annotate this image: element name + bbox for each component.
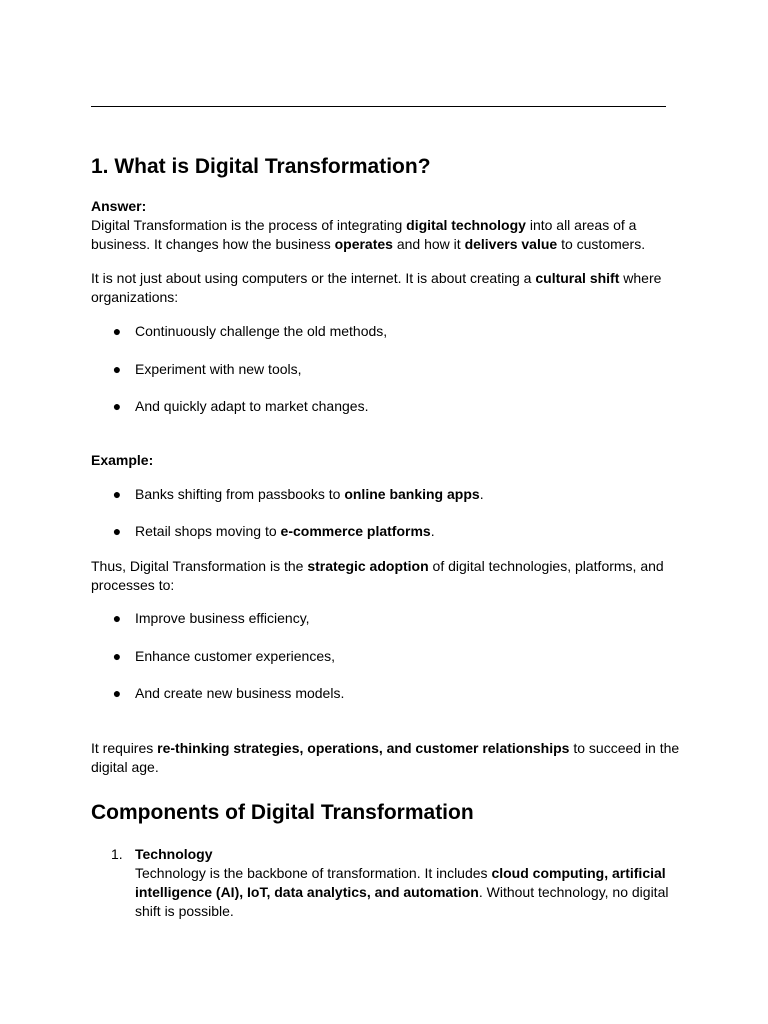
bullet-icon: ● <box>112 486 122 502</box>
bullet-icon: ● <box>112 323 122 339</box>
bullet-icon: ● <box>112 610 122 626</box>
thus-paragraph: Thus, Digital Transformation is the strategic adoption of digital technologies, platforms, and processes to: <box>91 558 664 593</box>
example-label: Example: <box>91 452 154 468</box>
components-heading: Components of Digital Transformation <box>91 801 474 824</box>
list-number: 1. <box>111 846 123 862</box>
bullet-icon: ● <box>112 523 122 539</box>
requires-paragraph: It requires re-thinking strategies, operations, and customer relationships to succeed in the digital age. <box>91 740 680 775</box>
answer-paragraph-2: It is not just about using computers or the internet. It is about creating a cultural shift where organizations: <box>91 270 662 305</box>
section-heading: 1. What is Digital Transformation? <box>91 155 431 178</box>
component-title: Technology <box>135 846 213 862</box>
answer-paragraph-1: Digital Transformation is the process of integrating digital technology into all areas of a business. It changes how the business operates and how it delivers value to customers. <box>91 217 646 252</box>
bullet-icon: ● <box>112 361 122 377</box>
bullet-icon: ● <box>112 398 122 414</box>
bullet-icon: ● <box>112 648 122 664</box>
horizontal-rule <box>91 106 666 107</box>
component-description: Technology is the backbone of transformation. It includes cloud computing, artificial intelligence (AI), IoT, data analytics, and automation. Without technology, no digital shift is possible. <box>135 865 669 919</box>
document-page: 1. What is Digital Transformation? Answer: Digital Transformation is the process of integrating digital technology into all areas of a business. It changes how the business operates and how it delivers value to customers. It is not just about using computers or the internet. It is about creating a cultural shift where organizations: ● Continuously challenge the old methods, ● Experiment with new tools, ● And quickly adapt to market changes. Example: ● Banks shifting from passbooks to online banking apps. ● Retail shops moving to e-commerce platforms. Thus, Digital Transformation is the strategic adoption of digital technologies, platforms, and processes to: ● Improve business efficiency, ● Enhance customer experiences, ● And create new business models. It requires re-thinking strategies, operations, and customer relationships to succeed in the digital age. Components of Digital Transformation 1. Technology Technology is the backbone of transformation. It includes cloud computing, artificial intelligence (AI), IoT, data analytics, and automation. Without technology, no digital shift is possible. <box>0 0 768 1024</box>
answer-label: Answer: <box>91 198 147 214</box>
bullet-icon: ● <box>112 685 122 701</box>
